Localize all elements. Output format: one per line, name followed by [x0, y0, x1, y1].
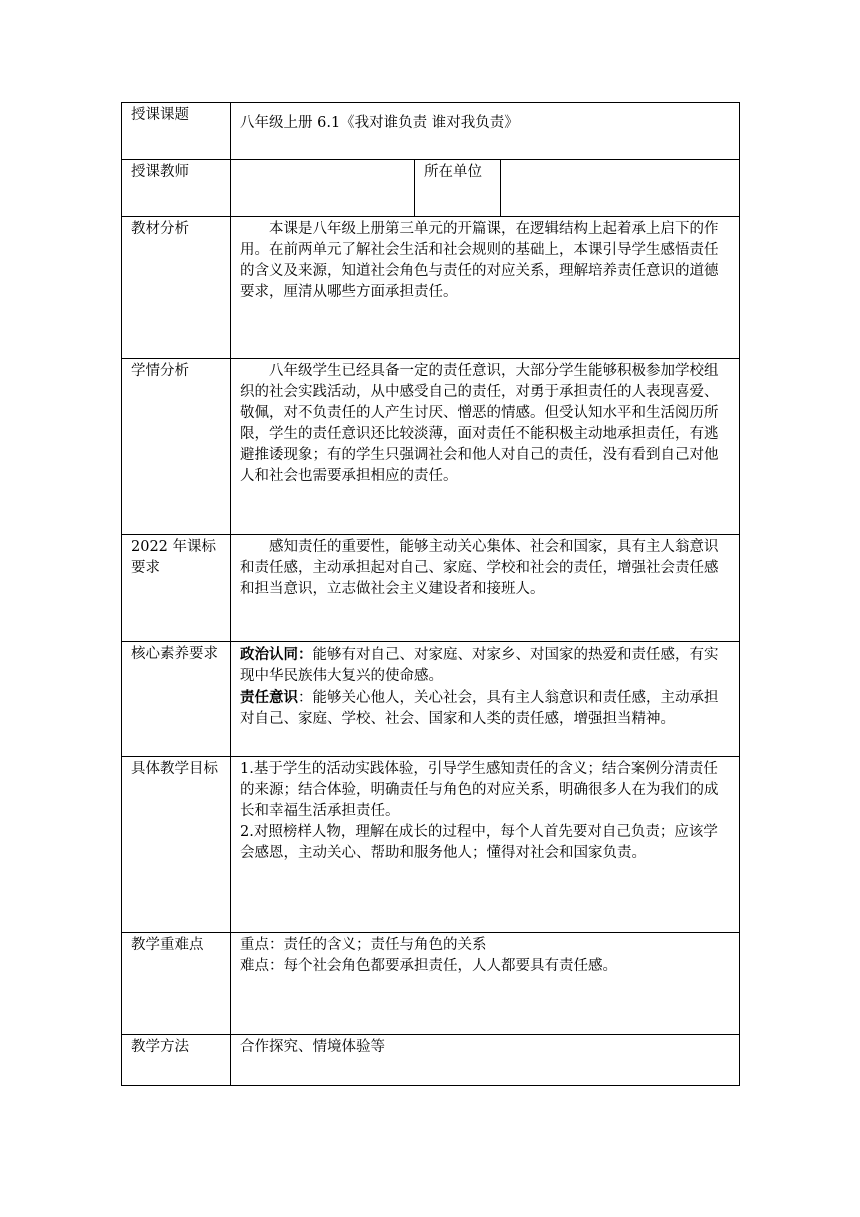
- literacy-term-responsibility: 责任意识: [240, 689, 298, 706]
- row-textbook: [122, 217, 740, 359]
- teacher-value: [231, 160, 415, 217]
- literacy-text: [231, 642, 740, 757]
- keypoint-focus: 重点：责任的含义；责任与角色的关系: [240, 937, 487, 953]
- row-methods: [122, 1035, 740, 1086]
- keypoints-text: [231, 933, 740, 1035]
- textbook-text: [231, 217, 740, 359]
- unit-value: [501, 160, 740, 217]
- literacy-label: 核心素养要求: [122, 642, 231, 757]
- row-keypoints: [122, 933, 740, 1035]
- literacy-item-responsibility: [240, 687, 731, 730]
- standard-text: [231, 535, 740, 642]
- textbook-paragraph: 本课是八年级上册第三单元的开篇课，在逻辑结构上起着承上启下的作用。在前两单元了解社会生活和社会规则的基础上，本课引导学生感悟责任的含义及来源，知道社会角色与责任的对应关系，理解培养责任意识的道德要求，厘清从哪些方面承担责任。: [240, 221, 719, 300]
- goals-text: [231, 757, 740, 933]
- row-goals: [122, 757, 740, 933]
- goals-label: 具体教学目标: [122, 757, 231, 933]
- teacher-label: 授课教师: [122, 160, 231, 217]
- students-text: [231, 359, 740, 535]
- literacy-desc-political: 能够有对自己、对家庭、对家乡、对国家的热爱和责任感，有实现中华民族伟大复兴的使命感。: [240, 647, 719, 684]
- unit-label: 所在单位: [415, 160, 501, 217]
- literacy-item-political: [240, 644, 731, 687]
- topic-value: 八年级上册 6.1《我对谁负责 谁对我负责》: [231, 103, 740, 160]
- students-label: 学情分析: [122, 359, 231, 535]
- literacy-desc-responsibility: ：能够关心他人，关心社会，具有主人翁意识和责任感，主动承担对自己、家庭、学校、社会、国家和人类的责任感，增强担当精神。: [240, 690, 719, 727]
- students-paragraph: 八年级学生已经具备一定的责任意识，大部分学生能够积极参加学校组织的社会实践活动，从中感受自己的责任，对勇于承担责任的人表现喜爱、敬佩，对不负责任的人产生讨厌、憎恶的情感。但受认知水平和生活阅历所限，学生的责任意识还比较淡薄，面对责任不能积极主动地承担责任，有逃避推诿现象；有的学生只强调社会和他人对自己的责任，没有看到自己对他人和社会也需要承担相应的责任。: [240, 363, 719, 484]
- topic-label: 授课课题: [122, 103, 231, 160]
- keypoint-difficulty: 难点：每个社会角色都要承担责任，人人都要具有责任感。: [240, 958, 617, 974]
- row-topic: [122, 103, 740, 160]
- row-teacher: [122, 160, 740, 217]
- textbook-label: 教材分析: [122, 217, 231, 359]
- lesson-plan-table: [121, 102, 740, 1086]
- keypoints-label: 教学重难点: [122, 933, 231, 1035]
- row-students: [122, 359, 740, 535]
- standard-label: 2022 年课标要求: [122, 535, 231, 642]
- row-literacy: [122, 642, 740, 757]
- methods-label: 教学方法: [122, 1035, 231, 1086]
- literacy-term-political: 政治认同：: [240, 646, 313, 663]
- methods-text: 合作探究、情境体验等: [231, 1035, 740, 1086]
- goal-item-1: 1.基于学生的活动实践体验，引导学生感知责任的含义；结合案例分清责任的来源；结合体验，明确责任与角色的对应关系，明确很多人在为我们的成长和幸福生活承担责任。: [240, 761, 719, 819]
- standard-paragraph: 感知责任的重要性，能够主动关心集体、社会和国家，具有主人翁意识和责任感，主动承担起对自己、家庭、学校和社会的责任，增强社会责任感和担当意识，立志做社会主义建设者和接班人。: [240, 539, 719, 597]
- goal-item-2: 2.对照榜样人物，理解在成长的过程中，每个人首先要对自己负责；应该学会感恩，主动关心、帮助和服务他人；懂得对社会和国家负责。: [240, 824, 718, 861]
- row-standard: [122, 535, 740, 642]
